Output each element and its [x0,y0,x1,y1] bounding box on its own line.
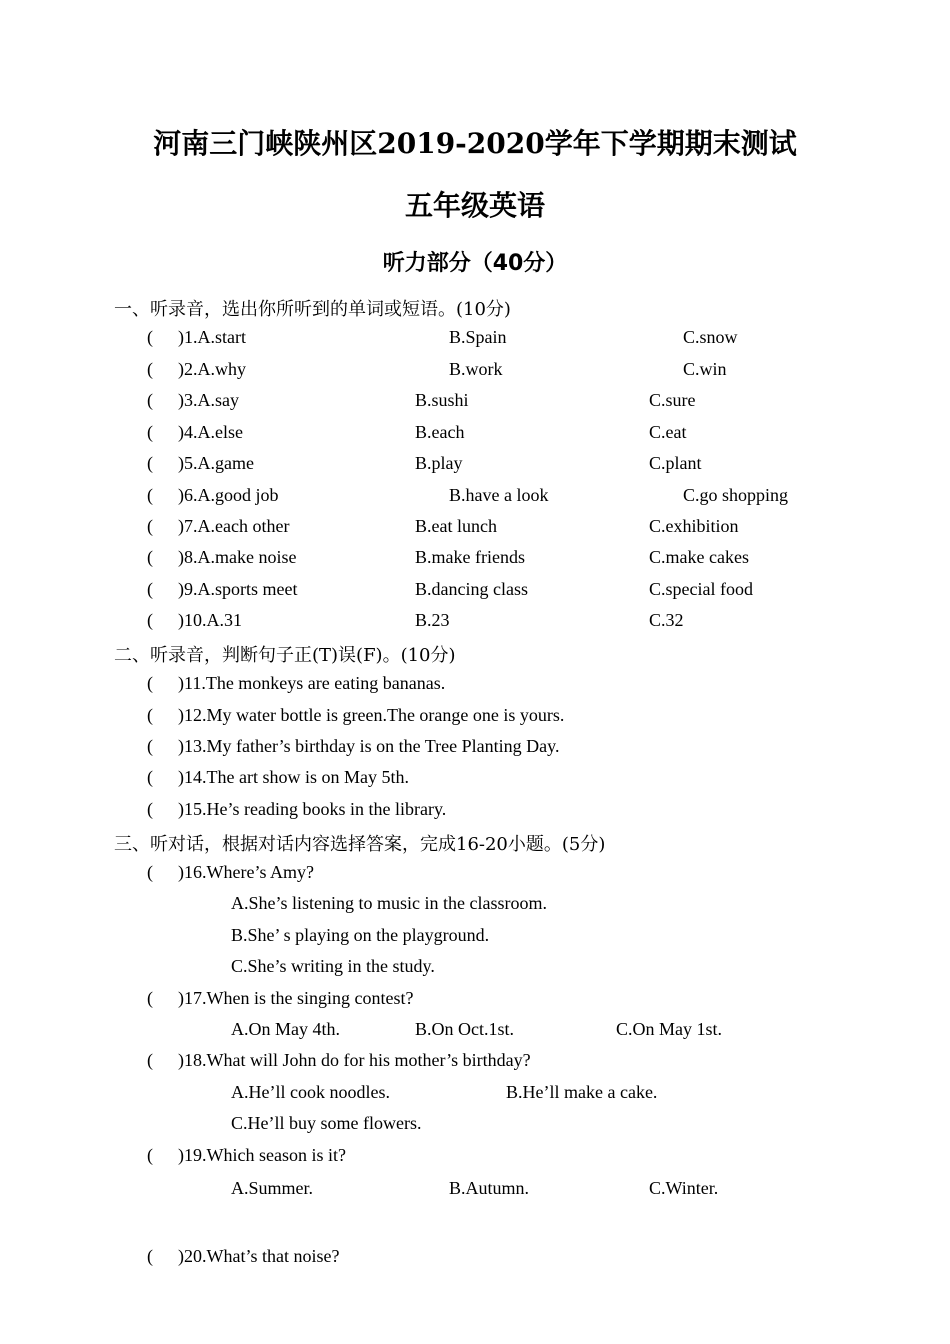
answer-bracket[interactable]: ( [147,1145,153,1165]
option-b: B.23 [415,610,450,630]
question-stem: )8.A.make noise [178,547,297,567]
answer-bracket[interactable]: ( [147,767,153,787]
option-b: B.Autumn. [449,1178,530,1198]
question-stem: )17.When is the singing contest? [178,988,414,1008]
question-stem: )2.A.why [178,359,246,379]
option-c: C.snow [683,327,738,347]
option-b: B.work [449,359,503,379]
answer-bracket[interactable]: ( [147,705,153,725]
question-stem: )3.A.say [178,390,239,410]
option-c: C.win [683,359,727,379]
option-b: B.make friends [415,547,525,567]
option-b: B.eat lunch [415,516,497,536]
option-c: C.He’ll buy some flowers. [231,1113,422,1133]
option-a: A.He’ll cook noodles. [231,1082,390,1102]
statement: )13.My father’s birthday is on the Tree Planting Day. [178,736,560,756]
answer-bracket[interactable]: ( [147,422,153,442]
option-b: B.He’ll make a cake. [506,1082,658,1102]
answer-bracket[interactable]: ( [147,579,153,599]
question-stem: )16.Where’s Amy? [178,862,314,882]
option-b: B.She’ s playing on the playground. [231,925,490,945]
question-stem: )5.A.game [178,453,254,473]
statement: )12.My water bottle is green.The orange one is yours. [178,705,565,725]
statement: )14.The art show is on May 5th. [178,767,409,787]
section-1-heading: 一、听录音，选出你所听到的单词或短语。(10分) [114,299,511,320]
option-b: B.play [415,453,463,473]
question-stem: )18.What will John do for his mother’s birthday? [178,1050,531,1070]
option-c: C.go shopping [683,485,789,505]
answer-bracket[interactable]: ( [147,547,153,567]
section-2-heading: 二、听录音，判断句子正(T)误(F)。(10分) [114,645,456,666]
option-b: B.each [415,422,465,442]
answer-bracket[interactable]: ( [147,327,153,347]
option-c: C.exhibition [649,516,739,536]
option-c: C.eat [649,422,687,442]
answer-bracket[interactable]: ( [147,988,153,1008]
question-stem: )4.A.else [178,422,243,442]
answer-bracket[interactable]: ( [147,799,153,819]
answer-bracket[interactable]: ( [147,1050,153,1070]
option-c: C.plant [649,453,702,473]
answer-bracket[interactable]: ( [147,862,153,882]
option-c: C.special food [649,579,753,599]
answer-bracket[interactable]: ( [147,359,153,379]
option-b: B.dancing class [415,579,528,599]
question-stem: )20.What’s that noise? [178,1246,340,1266]
question-stem: )10.A.31 [178,610,242,630]
answer-bracket[interactable]: ( [147,1246,153,1266]
exam-title: 河南三门峡陕州区2019-2020学年下学期期末测试 [153,127,797,160]
statement: )11.The monkeys are eating bananas. [178,673,446,693]
option-c: C.sure [649,390,696,410]
option-b: B.have a look [449,485,549,505]
option-c: C.On May 1st. [616,1019,723,1039]
answer-bracket[interactable]: ( [147,453,153,473]
statement: )15.He’s reading books in the library. [178,799,447,819]
exam-grade: 五年级英语 [404,189,545,222]
option-c: C.She’s writing in the study. [231,956,435,976]
question-stem: )7.A.each other [178,516,290,536]
option-c: C.make cakes [649,547,749,567]
option-b: B.sushi [415,390,469,410]
answer-bracket[interactable]: ( [147,390,153,410]
option-a: A.Summer. [231,1178,314,1198]
question-stem: )9.A.sports meet [178,579,298,599]
answer-bracket[interactable]: ( [147,736,153,756]
option-b: B.Spain [449,327,507,347]
option-c: C.32 [649,610,684,630]
option-b: B.On Oct.1st. [415,1019,514,1039]
question-stem: )1.A.start [178,327,246,347]
option-c: C.Winter. [649,1178,719,1198]
option-a: A.On May 4th. [231,1019,340,1039]
answer-bracket[interactable]: ( [147,485,153,505]
question-stem: )6.A.good job [178,485,279,505]
answer-bracket[interactable]: ( [147,673,153,693]
section-3-heading: 三、听对话，根据对话内容选择答案，完成16-20小题。(5分) [114,834,606,855]
answer-bracket[interactable]: ( [147,610,153,630]
listening-part-heading: 听力部分（40分） [382,251,568,276]
answer-bracket[interactable]: ( [147,516,153,536]
question-stem: )19.Which season is it? [178,1145,346,1165]
option-a: A.She’s listening to music in the classroom. [231,893,547,913]
